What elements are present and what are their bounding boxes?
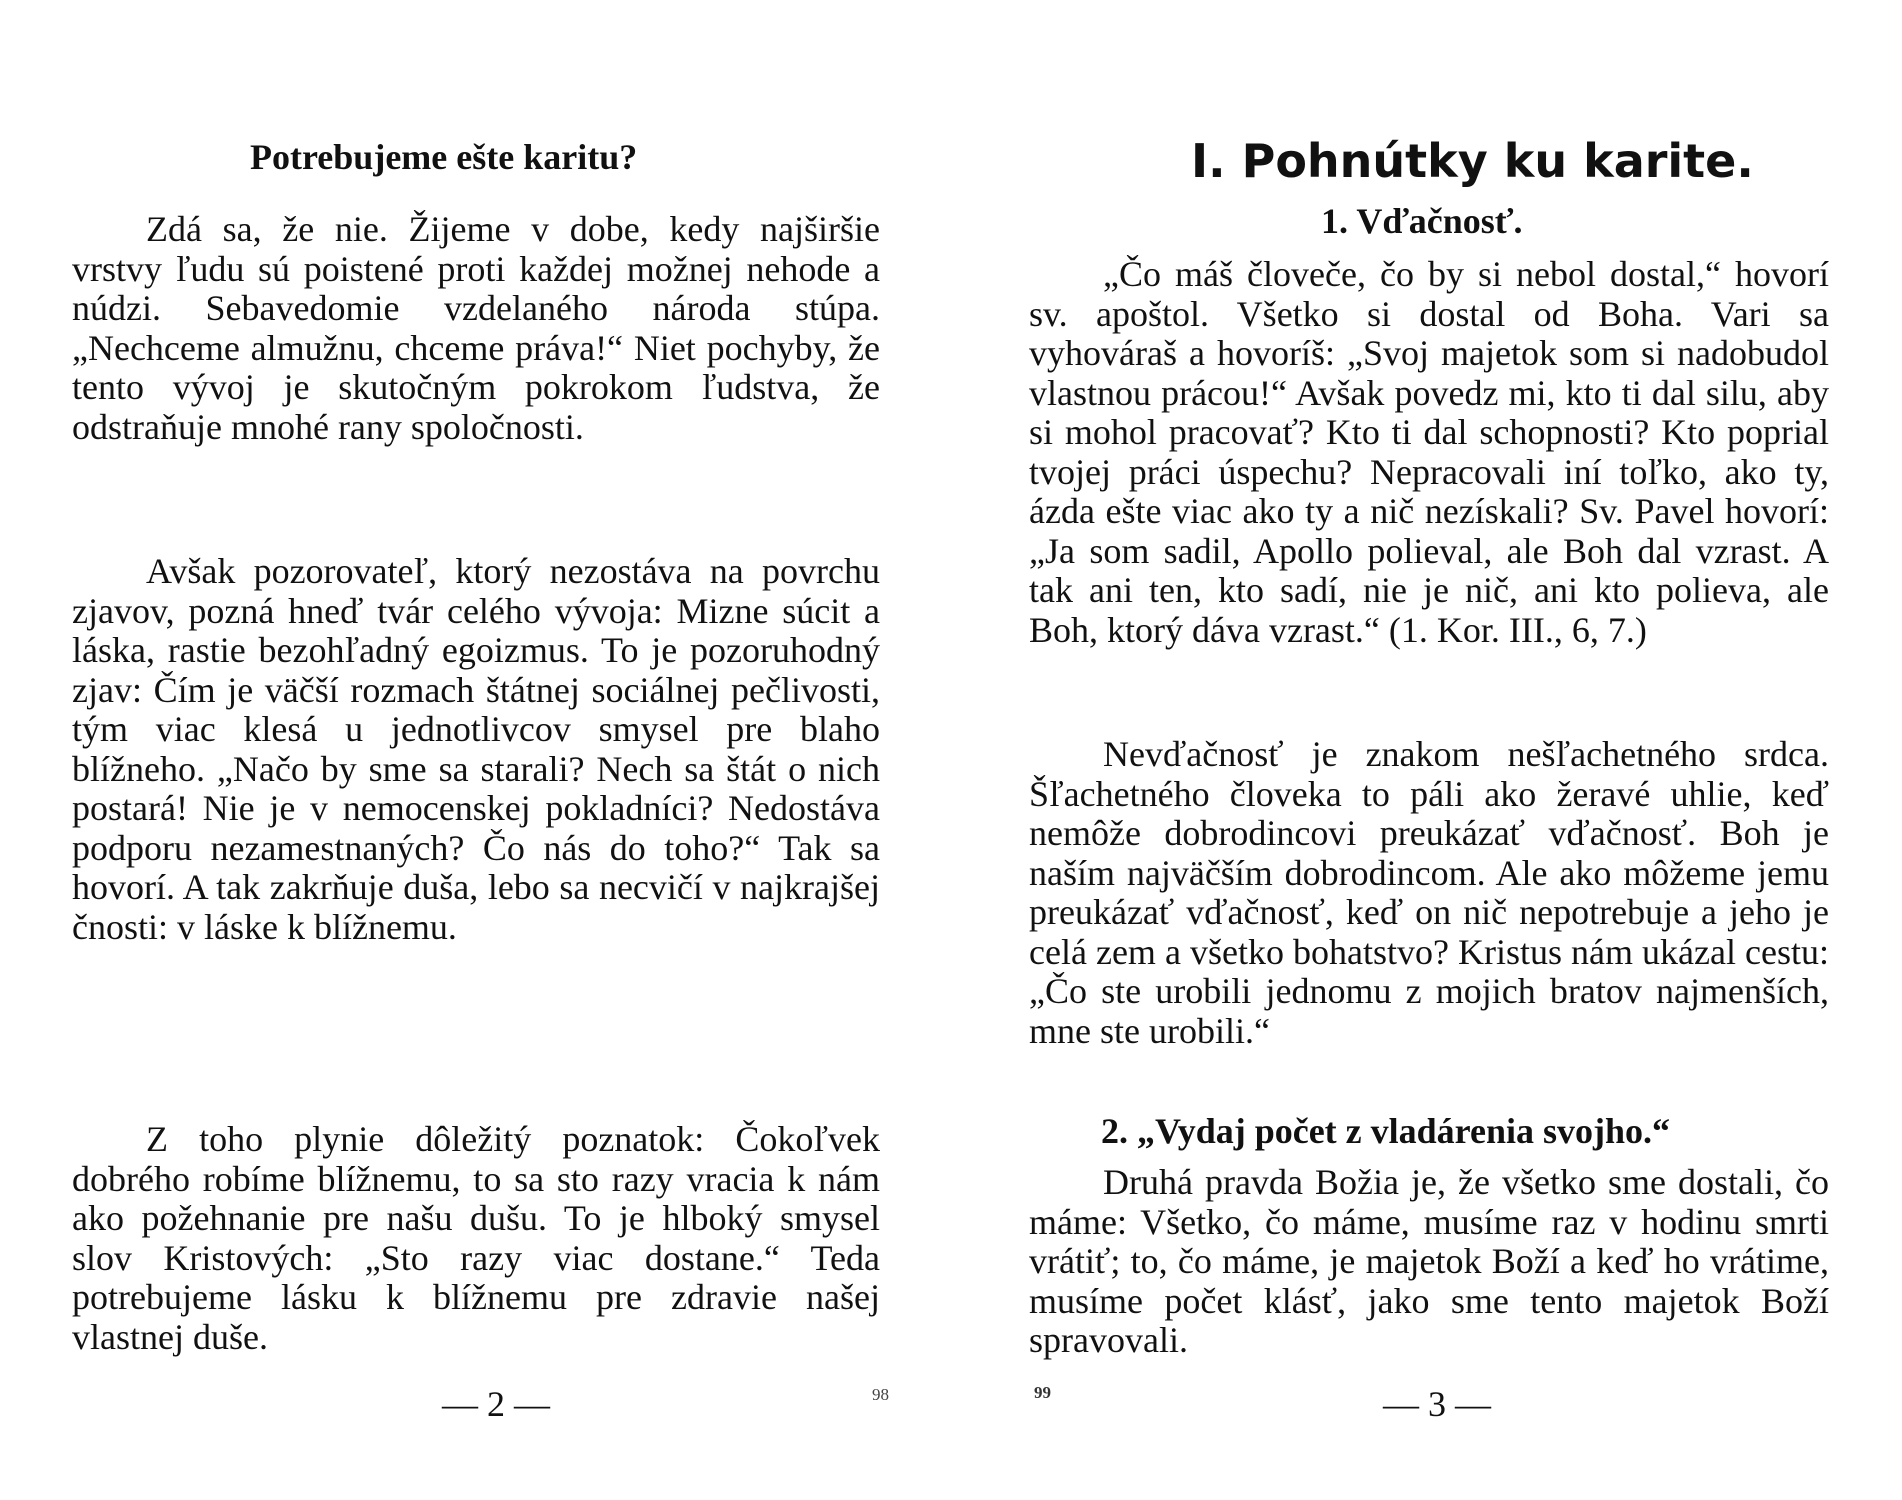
left-page-number: — 2 — [442,1384,550,1424]
left-paragraph-1: Zdá sa, že nie. Žijeme v dobe, kedy najširšie vrstvy ľudu sú poistené proti každej možnej nehode a núdzi. Sebavedomie vzdelaného národa stúpa. „Nechceme almužnu, chceme práva!“ Niet pochyby, že tento vývoj je skutočným pokrokom ľudstva, že odstraňuje mnohé rany spoločnosti. [72,209,880,447]
right-page-number: — 3 — [1383,1384,1491,1424]
section-1-title: 1. Vďačnosť. [1321,201,1523,241]
right-paragraph-1: „Čo máš človeče, čo by si nebol dostal,“ hovorí sv. apoštol. Všetko si dostal od Boha. Vari sa vyhováraš a hovoríš: „Svoj majetok som si nadobudol vlastnou prácou!“ Avšak povedz mi, kto ti dal silu, aby si mohol pracovať? Kto ti dal schopnosti? Kto poprial tvojej práci úspechu? Nepracovali iní toľko, ako ty, ázda ešte viac ako ty a nič nezískali? Sv. Pavel hovorí: „Ja som sadil, Apollo polieval, ale Boh dal vzrast. A tak ani ten, kto sadí, nie je nič, ani kto polieva, ale Boh, ktorý dáva vzrast.“ (1. Kor. III., 6, 7.) [1029,254,1829,650]
chapter-title: I. Pohnútky ku karite. [1191,134,1754,188]
left-page-heading: Potrebujeme ešte karitu? [250,137,638,177]
section-2-title: 2. „Vydaj počet z vladárenia svojho.“ [1101,1111,1671,1151]
right-paragraph-3: Druhá pravda Božia je, že všetko sme dostali, čo máme: Všetko, čo máme, musíme raz v hodinu smrti vrátiť; to, čo máme, je majetok Boží a keď ho vrátime, musíme počet klásť, jako sme tento majetok Boží spravovali. [1029,1162,1829,1360]
right-page [951,0,1902,1500]
left-scan-mark: 98 [872,1385,889,1404]
left-paragraph-3: Z toho plynie dôležitý poznatok: Čokoľvek dobrého robíme blížnemu, to sa sto razy vracia k nám ako požehnanie pre našu dušu. To je hlboký smysel slov Kristových: „Sto razy viac dostane.“ Teda potrebujeme lásku k blížnemu pre zdravie našej vlastnej duše. [72,1119,880,1357]
left-paragraph-2: Avšak pozorovateľ, ktorý nezostáva na povrchu zjavov, pozná hneď tvár celého vývoja: Mizne súcit a láska, rastie bezohľadný egoizmus. To je pozoruhodný zjav: Čím je väčší rozmach štátnej sociálnej pečlivosti, tým viac klesá u jednotlivcov smysel pre blaho blížneho. „Načo by sme sa starali? Nech sa štát o nich postará! Nie je v nemocenskej pokladníci? Nedostáva podporu nezamestnaných? Čo nás do toho?“ Tak sa hovorí. A tak zakrňuje duša, lebo sa necvičí v najkrajšej čnosti: v láske k blížnemu. [72,551,880,947]
right-paragraph-2: Nevďačnosť je znakom nešľachetného srdca. Šľachetného človeka to páli ako žeravé uhlie, keď nemôže dobrodincovi preukázať vďačnosť. Boh je naším najväčším dobrodincom. Ale ako môžeme jemu preukázať vďačnosť, keď on nič nepotrebuje a jeho je celá zem a všetko bohatstvo? Kristus nám ukázal cestu: „Čo ste urobili jednomu z mojich bratov najmenších, mne ste urobili.“ [1029,734,1829,1051]
right-scan-mark: 99 [1034,1383,1051,1402]
